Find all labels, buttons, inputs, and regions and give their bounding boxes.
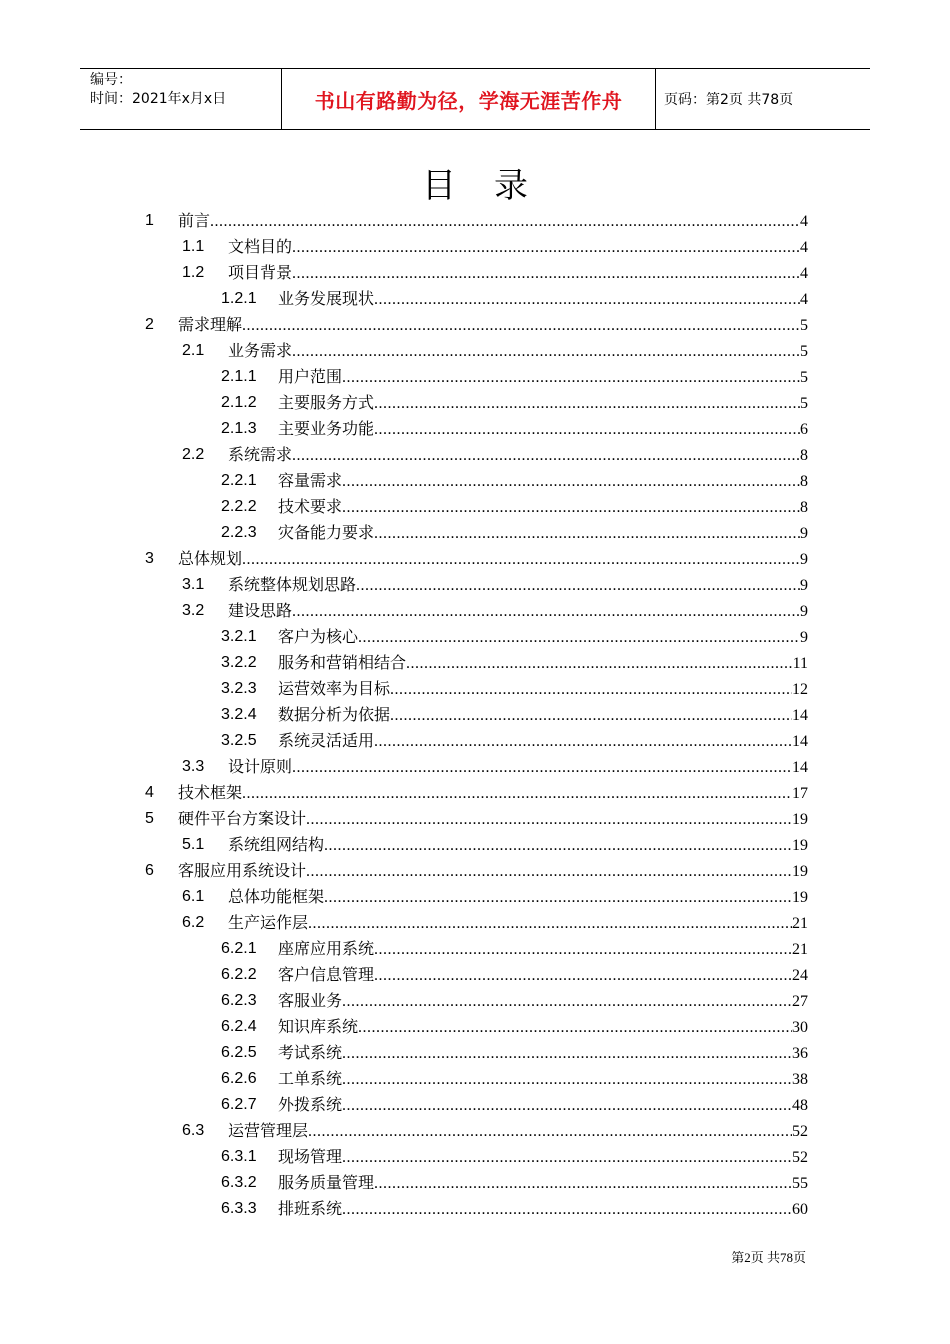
toc-dot-leader bbox=[374, 289, 800, 311]
toc-entry-page: 5 bbox=[800, 317, 808, 334]
toc-entry-line bbox=[278, 652, 808, 675]
toc-entry-line bbox=[228, 236, 808, 259]
toc-dot-leader bbox=[342, 367, 800, 389]
toc-entry[interactable] bbox=[0, 1016, 950, 1038]
toc-entry-number: 6.2.4 bbox=[221, 1018, 257, 1035]
toc-entry-title: 运营效率为目标 bbox=[278, 679, 391, 698]
toc-entry-page: 9 bbox=[800, 525, 808, 542]
toc-entry-page: 38 bbox=[792, 1071, 808, 1088]
toc-entry-title: 建设思路 bbox=[228, 601, 293, 620]
toc-entry-page: 5 bbox=[800, 395, 808, 412]
toc-entry-line bbox=[228, 756, 808, 779]
toc-entry[interactable] bbox=[0, 1042, 950, 1064]
toc-dot-leader bbox=[342, 1069, 792, 1091]
toc-dot-leader bbox=[342, 1147, 792, 1169]
toc-entry-number: 2.1.3 bbox=[221, 420, 257, 437]
toc-entry-page: 5 bbox=[800, 343, 808, 360]
toc-entry-line bbox=[278, 1172, 808, 1195]
toc-entry-title: 项目背景 bbox=[228, 263, 293, 282]
toc-entry-page: 19 bbox=[792, 889, 808, 906]
toc-dot-leader bbox=[324, 835, 792, 857]
toc-entry-number: 6.2.5 bbox=[221, 1044, 257, 1061]
toc-entry-number: 5 bbox=[145, 810, 154, 827]
toc-entry-title: 容量需求 bbox=[278, 471, 343, 490]
toc-entry-title: 系统灵活适用 bbox=[278, 731, 375, 750]
toc-entry[interactable] bbox=[0, 782, 950, 804]
toc-entry-page: 14 bbox=[792, 759, 808, 776]
toc-dot-leader bbox=[342, 1043, 792, 1065]
toc-dot-leader bbox=[374, 939, 792, 961]
toc-entry-number: 6.3.1 bbox=[221, 1148, 257, 1165]
toc-dot-leader bbox=[374, 965, 792, 987]
toc-entry-line bbox=[278, 990, 808, 1013]
page-header bbox=[80, 68, 870, 130]
toc-entry-number: 2.1 bbox=[182, 342, 205, 359]
toc-entry[interactable] bbox=[0, 808, 950, 830]
toc-entry-title: 客户为核心 bbox=[278, 627, 359, 646]
toc-entry-page: 36 bbox=[792, 1045, 808, 1062]
toc-entry-title: 技术框架 bbox=[178, 783, 243, 802]
toc-entry-line bbox=[228, 834, 808, 857]
toc-dot-leader bbox=[374, 1173, 792, 1195]
toc-entry-title: 系统组网结构 bbox=[228, 835, 325, 854]
toc-entry-title: 需求理解 bbox=[178, 315, 243, 334]
toc-entry-page: 9 bbox=[800, 551, 808, 568]
toc-entry-page: 4 bbox=[800, 265, 808, 282]
toc-entry-number: 3.2.5 bbox=[221, 732, 257, 749]
toc-entry-line bbox=[178, 782, 808, 805]
header-motto: 书山有路勤为径，学海无涯苦作舟 bbox=[282, 69, 656, 129]
toc-entry[interactable] bbox=[0, 340, 950, 362]
toc-entry-title: 知识库系统 bbox=[278, 1017, 359, 1036]
toc-entry[interactable] bbox=[0, 236, 950, 258]
toc-entry-number: 3 bbox=[145, 550, 154, 567]
toc-entry-number: 3.3 bbox=[182, 758, 205, 775]
toc-entry-number: 6.3.2 bbox=[221, 1174, 257, 1191]
toc-entry-page: 12 bbox=[792, 681, 808, 698]
toc-entry[interactable] bbox=[0, 730, 950, 752]
toc-entry-title: 文档目的 bbox=[228, 237, 293, 256]
toc-entry-line bbox=[278, 1068, 808, 1091]
toc-entry[interactable] bbox=[0, 1146, 950, 1168]
toc-entry[interactable] bbox=[0, 938, 950, 960]
toc-entry[interactable] bbox=[0, 262, 950, 284]
toc-entry-title: 外拨系统 bbox=[278, 1095, 343, 1114]
toc-entry[interactable] bbox=[0, 392, 950, 414]
toc-entry-title: 排班系统 bbox=[278, 1199, 343, 1218]
toc-dot-leader bbox=[342, 1095, 792, 1117]
toc-entry[interactable] bbox=[0, 652, 950, 674]
toc-entry-page: 14 bbox=[792, 733, 808, 750]
toc-dot-leader bbox=[342, 1199, 792, 1221]
toc-entry-page: 4 bbox=[800, 239, 808, 256]
toc-entry-number: 6.1 bbox=[182, 888, 205, 905]
toc-entry[interactable] bbox=[0, 834, 950, 856]
toc-entry-title: 服务和营销相结合 bbox=[278, 653, 407, 672]
toc-entry-number: 6.2.2 bbox=[221, 966, 257, 983]
toc-entry-page: 11 bbox=[792, 655, 808, 672]
toc-entry-title: 现场管理 bbox=[278, 1147, 343, 1166]
toc-entry-title: 客户信息管理 bbox=[278, 965, 375, 984]
toc-entry-line bbox=[178, 548, 808, 571]
toc-dot-leader bbox=[308, 913, 792, 935]
toc-entry-number: 3.1 bbox=[182, 576, 205, 593]
toc-dot-leader bbox=[358, 627, 800, 649]
toc-entry-page: 9 bbox=[800, 603, 808, 620]
toc-dot-leader bbox=[342, 471, 800, 493]
toc-entry-line bbox=[228, 340, 808, 363]
toc-entry-number: 3.2.2 bbox=[221, 654, 257, 671]
toc-entry-page: 19 bbox=[792, 837, 808, 854]
toc-dot-leader bbox=[342, 991, 792, 1013]
toc-entry[interactable] bbox=[0, 886, 950, 908]
toc-entry[interactable] bbox=[0, 314, 950, 336]
toc-entry-title: 数据分析为依据 bbox=[278, 705, 391, 724]
toc-entry-title: 技术要求 bbox=[278, 497, 343, 516]
toc-entry-line bbox=[278, 938, 808, 961]
toc-entry-page: 60 bbox=[792, 1201, 808, 1218]
toc-entry-title: 灾备能力要求 bbox=[278, 523, 375, 542]
toc-entry-number: 3.2.1 bbox=[221, 628, 257, 645]
toc-entry[interactable] bbox=[0, 1198, 950, 1220]
toc-entry-title: 座席应用系统 bbox=[278, 939, 375, 958]
header-number-label: 编号： bbox=[90, 72, 132, 88]
toc-entry[interactable] bbox=[0, 600, 950, 622]
toc-dot-leader bbox=[210, 211, 800, 233]
toc-entry[interactable] bbox=[0, 522, 950, 544]
toc-entry-title: 生产运作层 bbox=[228, 913, 309, 932]
toc-entry-line bbox=[278, 678, 808, 701]
toc-entry[interactable] bbox=[0, 860, 950, 882]
toc-entry-title: 客服业务 bbox=[278, 991, 343, 1010]
toc-entry-page: 19 bbox=[792, 811, 808, 828]
toc-entry-title: 总体功能框架 bbox=[228, 887, 325, 906]
toc-entry-title: 业务需求 bbox=[228, 341, 293, 360]
toc-entry-title: 工单系统 bbox=[278, 1069, 343, 1088]
toc-entry-title: 硬件平台方案设计 bbox=[178, 809, 307, 828]
toc-dot-leader bbox=[306, 809, 792, 831]
toc-entry-title: 总体规划 bbox=[178, 549, 243, 568]
toc-dot-leader bbox=[324, 887, 792, 909]
toc-entry-line bbox=[278, 730, 808, 753]
toc-entry[interactable] bbox=[0, 574, 950, 596]
toc-dot-leader bbox=[292, 237, 800, 259]
toc-entry[interactable] bbox=[0, 210, 950, 232]
toc-entry-page: 4 bbox=[800, 213, 808, 230]
toc-entry-title: 服务质量管理 bbox=[278, 1173, 375, 1192]
toc-entry-page: 24 bbox=[792, 967, 808, 984]
toc-entry-title: 用户范围 bbox=[278, 367, 343, 386]
toc-entry-number: 1 bbox=[145, 212, 154, 229]
toc-entry-line bbox=[278, 1094, 808, 1117]
toc-entry[interactable] bbox=[0, 990, 950, 1012]
toc-dot-leader bbox=[292, 263, 800, 285]
toc-dot-leader bbox=[308, 1121, 792, 1143]
toc-entry-page: 6 bbox=[800, 421, 808, 438]
toc-entry-number: 1.2.1 bbox=[221, 290, 257, 307]
toc-dot-leader bbox=[374, 523, 800, 545]
toc-entry-title: 主要服务方式 bbox=[278, 393, 375, 412]
toc-entry[interactable] bbox=[0, 444, 950, 466]
toc-entry-page: 27 bbox=[792, 993, 808, 1010]
toc-entry-page: 21 bbox=[792, 941, 808, 958]
toc-dot-leader bbox=[358, 1017, 792, 1039]
toc-entry-page: 19 bbox=[792, 863, 808, 880]
toc-entry-number: 3.2.4 bbox=[221, 706, 257, 723]
toc-entry-line bbox=[228, 262, 808, 285]
toc-entry-line bbox=[278, 418, 808, 441]
toc-entry-title: 系统整体规划思路 bbox=[228, 575, 357, 594]
toc-entry-page: 14 bbox=[792, 707, 808, 724]
toc-entry-title: 设计原则 bbox=[228, 757, 293, 776]
toc-entry-page: 52 bbox=[792, 1149, 808, 1166]
page-title: 目录 bbox=[422, 166, 566, 206]
toc-entry-number: 6.2.1 bbox=[221, 940, 257, 957]
toc-entry-number: 5.1 bbox=[182, 836, 205, 853]
toc-entry[interactable] bbox=[0, 1094, 950, 1116]
toc-entry-line bbox=[178, 860, 808, 883]
toc-dot-leader bbox=[306, 861, 792, 883]
toc-dot-leader bbox=[292, 757, 792, 779]
toc-entry-number: 6.3.3 bbox=[221, 1200, 257, 1217]
header-time-label: 时间：2021年x月x日 bbox=[90, 91, 227, 107]
toc-entry[interactable] bbox=[0, 418, 950, 440]
toc-entry-number: 6.2.3 bbox=[221, 992, 257, 1009]
toc-entry-line bbox=[278, 366, 808, 389]
toc-entry-line bbox=[278, 626, 808, 649]
toc-entry[interactable] bbox=[0, 1068, 950, 1090]
toc-entry[interactable] bbox=[0, 496, 950, 518]
toc-entry-page: 9 bbox=[800, 629, 808, 646]
toc-entry-line bbox=[228, 912, 808, 935]
toc-entry-page: 4 bbox=[800, 291, 808, 308]
toc-entry-line bbox=[228, 444, 808, 467]
toc-entry-line bbox=[278, 470, 808, 493]
toc-entry-number: 2.1.1 bbox=[221, 368, 257, 385]
toc-dot-leader bbox=[242, 315, 800, 337]
toc-entry-page: 17 bbox=[792, 785, 808, 802]
toc-entry[interactable] bbox=[0, 756, 950, 778]
toc-entry-number: 6.2.6 bbox=[221, 1070, 257, 1087]
toc-entry[interactable] bbox=[0, 366, 950, 388]
toc-entry-line bbox=[228, 574, 808, 597]
toc-entry-page: 48 bbox=[792, 1097, 808, 1114]
toc-entry-number: 2 bbox=[145, 316, 154, 333]
toc-entry-number: 1.2 bbox=[182, 264, 205, 281]
toc-entry-line bbox=[178, 808, 808, 831]
toc-entry-number: 2.2.1 bbox=[221, 472, 257, 489]
toc-entry[interactable] bbox=[0, 704, 950, 726]
toc-entry-page: 5 bbox=[800, 369, 808, 386]
toc-dot-leader bbox=[292, 341, 800, 363]
toc-dot-leader bbox=[374, 419, 800, 441]
toc-entry-line bbox=[278, 288, 808, 311]
toc-entry-title: 客服应用系统设计 bbox=[178, 861, 307, 880]
toc-dot-leader bbox=[374, 393, 800, 415]
toc-entry-title: 前言 bbox=[178, 211, 211, 230]
toc-entry-line bbox=[278, 1198, 808, 1221]
toc-entry-number: 2.1.2 bbox=[221, 394, 257, 411]
toc-entry-number: 2.2.2 bbox=[221, 498, 257, 515]
toc-entry-line bbox=[278, 704, 808, 727]
toc-entry-title: 主要业务功能 bbox=[278, 419, 375, 438]
toc-entry[interactable] bbox=[0, 288, 950, 310]
toc-entry-line bbox=[228, 886, 808, 909]
toc-entry-number: 6 bbox=[145, 862, 154, 879]
toc-entry-line bbox=[278, 964, 808, 987]
toc-dot-leader bbox=[356, 575, 800, 597]
toc-entry-page: 8 bbox=[800, 499, 808, 516]
toc-entry[interactable] bbox=[0, 1172, 950, 1194]
toc-entry[interactable] bbox=[0, 470, 950, 492]
toc-entry-line bbox=[278, 522, 808, 545]
page-footer: 第2页 共78页 bbox=[731, 1250, 806, 1265]
toc-entry-title: 系统需求 bbox=[228, 445, 293, 464]
toc-entry-page: 9 bbox=[800, 577, 808, 594]
toc-entry-title: 考试系统 bbox=[278, 1043, 343, 1062]
toc-entry-number: 1.1 bbox=[182, 238, 205, 255]
toc-entry-page: 52 bbox=[792, 1123, 808, 1140]
toc-entry-line bbox=[178, 210, 808, 233]
toc-entry-line bbox=[278, 1016, 808, 1039]
toc-entry-number: 6.2.7 bbox=[221, 1096, 257, 1113]
toc-dot-leader bbox=[374, 731, 792, 753]
toc-entry-number: 2.2 bbox=[182, 446, 205, 463]
toc-entry[interactable] bbox=[0, 678, 950, 700]
header-meta bbox=[80, 69, 282, 129]
toc-entry[interactable] bbox=[0, 1120, 950, 1142]
toc-entry-page: 55 bbox=[792, 1175, 808, 1192]
toc-entry-title: 业务发展现状 bbox=[278, 289, 375, 308]
toc-dot-leader bbox=[390, 679, 792, 701]
toc-dot-leader bbox=[242, 783, 792, 805]
toc-dot-leader bbox=[292, 445, 800, 467]
toc-entry-number: 3.2.3 bbox=[221, 680, 257, 697]
toc-entry-title: 运营管理层 bbox=[228, 1121, 309, 1140]
toc-entry-line bbox=[178, 314, 808, 337]
toc-entry[interactable] bbox=[0, 548, 950, 570]
toc-entry-line bbox=[228, 1120, 808, 1143]
toc-dot-leader bbox=[390, 705, 792, 727]
toc-entry-number: 3.2 bbox=[182, 602, 205, 619]
toc-dot-leader bbox=[406, 653, 793, 675]
toc-entry-line bbox=[278, 392, 808, 415]
toc-entry[interactable] bbox=[0, 964, 950, 986]
toc-entry-number: 6.3 bbox=[182, 1122, 205, 1139]
toc-entry[interactable] bbox=[0, 626, 950, 648]
toc-dot-leader bbox=[342, 497, 800, 519]
toc-entry-page: 21 bbox=[792, 915, 808, 932]
toc-entry[interactable] bbox=[0, 912, 950, 934]
toc-entry-number: 2.2.3 bbox=[221, 524, 257, 541]
toc-dot-leader bbox=[292, 601, 800, 623]
toc-entry-number: 4 bbox=[145, 784, 154, 801]
toc-dot-leader bbox=[242, 549, 800, 571]
toc-entry-page: 30 bbox=[792, 1019, 808, 1036]
header-page-info: 页码：第2页 共78页 bbox=[664, 92, 794, 108]
toc-entry-line bbox=[278, 1042, 808, 1065]
toc-entry-page: 8 bbox=[800, 447, 808, 464]
toc-entry-page: 8 bbox=[800, 473, 808, 490]
toc-entry-line bbox=[278, 496, 808, 519]
toc-entry-line bbox=[278, 1146, 808, 1169]
toc-entry-line bbox=[228, 600, 808, 623]
toc-entry-number: 6.2 bbox=[182, 914, 205, 931]
